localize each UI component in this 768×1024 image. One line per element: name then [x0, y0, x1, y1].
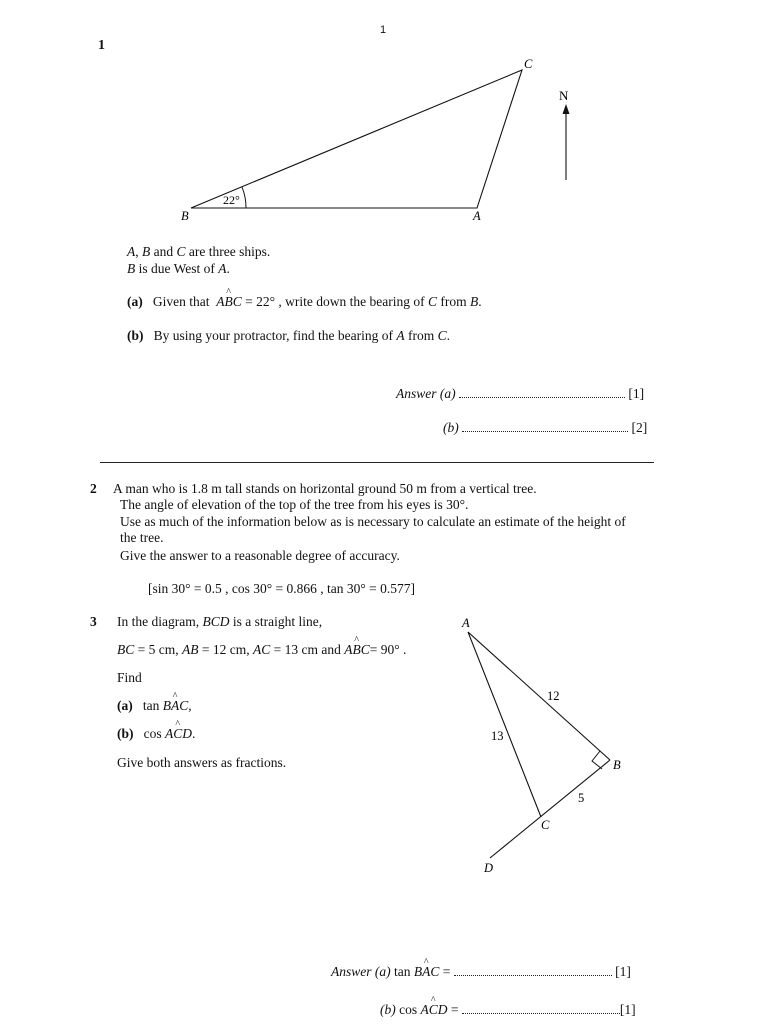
q3-label-c: C	[541, 818, 550, 832]
answer-line-3a[interactable]	[454, 965, 612, 976]
answer-line-a[interactable]	[459, 387, 625, 398]
q1-part-b: (b) By using your protractor, find the bearing of A from C.	[127, 328, 451, 343]
q2-formula: [sin 30° = 0.5 , cos 30° = 0.866 , tan 30° = 0.577]	[148, 581, 416, 596]
north-label: N	[559, 88, 569, 103]
q1-answer-b: (b) [2]	[443, 420, 648, 435]
q3-answer-a: Answer (a) tan B^ AC = [1]	[331, 964, 631, 980]
section-divider	[100, 462, 654, 463]
q3-answer-b: (b) cos A^ CD = [1]	[380, 1002, 636, 1018]
question-3-number: 3	[90, 614, 97, 629]
q3-find: Find	[117, 670, 142, 685]
question-1-number: 1	[98, 38, 105, 53]
q3-note: Give both answers as fractions.	[117, 755, 287, 770]
q1-label-b: B	[181, 209, 189, 223]
q1-triangle	[191, 70, 522, 208]
north-arrow-icon	[563, 104, 570, 114]
q1-text-line1: A, B and C are three ships.	[127, 244, 271, 259]
q2-line-1: A man who is 1.8 m tall stands on horizontal ground 50 m from a vertical tree.	[113, 481, 537, 496]
q3-line-1: In the diagram, BCD is a straight line,	[117, 614, 323, 629]
q3-side-ab-label: 12	[547, 689, 560, 703]
answer-line-b[interactable]	[462, 421, 628, 432]
q1-triangle-diagram	[0, 0, 768, 240]
q1-text-line2: B is due West of A.	[127, 261, 230, 276]
q1-part-a: (a) Given that A^ BC = 22° , write down the bearing of C from B.	[127, 294, 482, 310]
q3-part-a: (a) tan B^ AC,	[117, 698, 192, 714]
answer-line-3b[interactable]	[462, 1003, 620, 1014]
q2-line-3: Use as much of the information below as is necessary to calculate an estimate of the height of	[120, 514, 626, 529]
q3-triangle-diagram	[0, 600, 768, 890]
page-number: 1	[380, 24, 387, 36]
q3-side-ac	[468, 632, 541, 817]
q1-label-a: A	[473, 209, 481, 223]
q3-side-ab	[468, 632, 610, 760]
q1-angle-label: 22°	[223, 193, 240, 207]
q3-label-d: D	[484, 861, 494, 875]
q1-angle-arc	[242, 187, 246, 208]
question-2-number: 2	[90, 481, 97, 496]
q1-label-c: C	[524, 57, 533, 71]
q1-answer-a: Answer (a) [1]	[396, 386, 645, 401]
q2-line-4: the tree.	[120, 530, 164, 545]
q3-right-angle-mark	[592, 751, 602, 769]
q3-line-2: BC = 5 cm, AB = 12 cm, AC = 13 cm and A^ BC= 90° .	[117, 642, 406, 658]
q3-side-ac-label: 13	[491, 729, 504, 743]
q2-line-5: Give the answer to a reasonable degree of accuracy.	[120, 548, 400, 563]
q3-label-a: A	[462, 616, 470, 630]
q3-part-b: (b) cos A^ CD.	[117, 726, 195, 742]
q3-line-bcd	[490, 760, 610, 858]
q3-label-b: B	[613, 758, 621, 772]
q2-line-2: The angle of elevation of the top of the tree from his eyes is 30°.	[120, 497, 469, 512]
q3-side-bc-label: 5	[578, 791, 585, 805]
